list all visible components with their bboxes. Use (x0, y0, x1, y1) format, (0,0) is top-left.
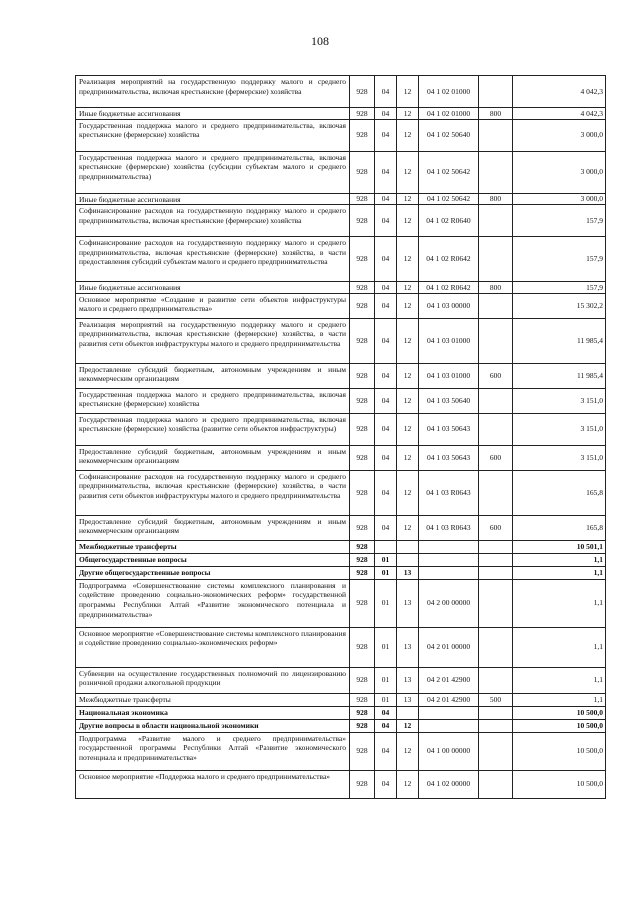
amount: 10 500,0 (513, 719, 606, 732)
subsection-code: 12 (397, 515, 419, 540)
amount: 3 000,0 (513, 151, 606, 193)
table-row (76, 388, 606, 413)
amount: 3 151,0 (513, 388, 606, 413)
amount: 4 042,3 (513, 76, 606, 108)
subsection-code (397, 706, 419, 719)
expense-type-code (479, 540, 513, 553)
item-name: Межбюджетные трансферты (76, 693, 350, 706)
table-row (76, 318, 606, 363)
subsection-code: 12 (397, 293, 419, 318)
table-row (76, 282, 606, 294)
budget-table (75, 75, 606, 799)
subsection-code: 13 (397, 566, 419, 579)
section-code: 04 (375, 237, 397, 282)
subsection-code: 13 (397, 667, 419, 693)
expense-type-code (479, 627, 513, 667)
section-code: 01 (375, 667, 397, 693)
item-name: Основное мероприятие «Совершенствование системы комплексного планирования и содействие проведению социально-экономических реформ» (76, 627, 350, 667)
amount: 157,9 (513, 205, 606, 237)
section-code: 04 (375, 193, 397, 205)
ministry-code: 928 (350, 413, 375, 445)
target-article-code: 04 1 02 00000 (419, 770, 479, 798)
ministry-code: 928 (350, 76, 375, 108)
subsection-code: 13 (397, 579, 419, 627)
subsection-code: 12 (397, 237, 419, 282)
ministry-code: 928 (350, 566, 375, 579)
expense-type-code (479, 579, 513, 627)
expense-type-code: 600 (479, 515, 513, 540)
section-code: 04 (375, 108, 397, 120)
expense-type-code (479, 205, 513, 237)
item-name: Иные бюджетные ассигнования (76, 108, 350, 120)
target-article-code: 04 2 01 42900 (419, 693, 479, 706)
target-article-code: 04 1 03 01000 (419, 363, 479, 388)
item-name: Другие вопросы в области национальной экономики (76, 719, 350, 732)
expense-type-code (479, 706, 513, 719)
section-code: 01 (375, 566, 397, 579)
section-code: 04 (375, 151, 397, 193)
ministry-code: 928 (350, 732, 375, 770)
amount: 157,9 (513, 237, 606, 282)
table-row (76, 706, 606, 719)
table-row (76, 413, 606, 445)
table-row (76, 553, 606, 566)
item-name: Основное мероприятие «Создание и развитие сети объектов инфраструктуры малого и среднего предпринимательства» (76, 293, 350, 318)
amount: 11 985,4 (513, 318, 606, 363)
ministry-code: 928 (350, 363, 375, 388)
table-row (76, 445, 606, 470)
amount: 1,1 (513, 627, 606, 667)
subsection-code: 12 (397, 151, 419, 193)
table-row (76, 732, 606, 770)
section-code: 04 (375, 719, 397, 732)
ministry-code: 928 (350, 770, 375, 798)
expense-type-code (479, 119, 513, 151)
ministry-code: 928 (350, 719, 375, 732)
target-article-code: 04 1 03 50640 (419, 388, 479, 413)
expense-type-code (479, 470, 513, 515)
subsection-code: 12 (397, 193, 419, 205)
ministry-code: 928 (350, 445, 375, 470)
item-name: Подпрограмма «Развитие малого и среднего предпринимательства» государственной программы Республики Алтай «Развитие экономического потенциала и предпринимательства» (76, 732, 350, 770)
table-row (76, 470, 606, 515)
item-name: Государственная поддержка малого и среднего предпринимательства, включая крестьянские (фермерские) хозяйства (развитие сети объектов инфраструктуры) (76, 413, 350, 445)
section-code: 04 (375, 205, 397, 237)
item-name: Софинансирование расходов на государственную поддержку малого и среднего предпринимательства, включая крестьянские (фермерские) хозяйства, в части развития сети объектов инфраструктуры малого и среднего предпринимательства (76, 470, 350, 515)
table-row (76, 108, 606, 120)
ministry-code: 928 (350, 108, 375, 120)
target-article-code: 04 1 03 R0643 (419, 470, 479, 515)
subsection-code: 12 (397, 108, 419, 120)
amount: 3 151,0 (513, 445, 606, 470)
expense-type-code (479, 151, 513, 193)
ministry-code: 928 (350, 151, 375, 193)
expense-type-code (479, 770, 513, 798)
target-article-code (419, 553, 479, 566)
ministry-code: 928 (350, 579, 375, 627)
expense-type-code: 600 (479, 445, 513, 470)
ministry-code: 928 (350, 693, 375, 706)
amount: 165,8 (513, 470, 606, 515)
ministry-code: 928 (350, 627, 375, 667)
item-name: Иные бюджетные ассигнования (76, 193, 350, 205)
table-row (76, 540, 606, 553)
subsection-code: 12 (397, 470, 419, 515)
table-row (76, 667, 606, 693)
amount: 3 000,0 (513, 119, 606, 151)
expense-type-code: 800 (479, 108, 513, 120)
subsection-code: 12 (397, 318, 419, 363)
item-name: Межбюджетные трансферты (76, 540, 350, 553)
table-row (76, 566, 606, 579)
target-article-code: 04 1 03 50643 (419, 413, 479, 445)
ministry-code: 928 (350, 388, 375, 413)
target-article-code (419, 540, 479, 553)
page-number: 108 (311, 34, 329, 48)
expense-type-code: 600 (479, 363, 513, 388)
expense-type-code (479, 667, 513, 693)
amount: 1,1 (513, 693, 606, 706)
ministry-code: 928 (350, 540, 375, 553)
ministry-code: 928 (350, 706, 375, 719)
section-code: 04 (375, 413, 397, 445)
target-article-code: 04 1 02 01000 (419, 108, 479, 120)
item-name: Софинансирование расходов на государственную поддержку малого и среднего предпринимательства, включая крестьянские (фермерские) хозяйства, в части предоставления субсидий субъектам малого и среднего предпринимательства (76, 237, 350, 282)
item-name: Реализация мероприятий на государственную поддержку малого и среднего предпринимательства, включая крестьянские (фермерские) хозяйства, в части развития сети объектов инфраструктуры малого и среднего предпринимательства (76, 318, 350, 363)
target-article-code: 04 1 03 R0643 (419, 515, 479, 540)
target-article-code: 04 1 00 00000 (419, 732, 479, 770)
table-row (76, 515, 606, 540)
item-name: Предоставление субсидий бюджетным, автономным учреждениям и иным некоммерческим организациям (76, 515, 350, 540)
section-code: 04 (375, 706, 397, 719)
item-name: Другие общегосударственные вопросы (76, 566, 350, 579)
target-article-code: 04 1 03 00000 (419, 293, 479, 318)
item-name: Национальная экономика (76, 706, 350, 719)
expense-type-code: 500 (479, 693, 513, 706)
subsection-code: 12 (397, 413, 419, 445)
section-code: 04 (375, 388, 397, 413)
amount: 10 500,0 (513, 706, 606, 719)
expense-type-code (479, 237, 513, 282)
section-code: 04 (375, 732, 397, 770)
amount: 1,1 (513, 579, 606, 627)
item-name: Субвенции на осуществление государственных полномочий по лицензированию розничной продажи алкогольной продукции (76, 667, 350, 693)
amount: 15 302,2 (513, 293, 606, 318)
subsection-code: 13 (397, 627, 419, 667)
target-article-code: 04 1 03 50643 (419, 445, 479, 470)
expense-type-code (479, 293, 513, 318)
target-article-code (419, 719, 479, 732)
subsection-code: 12 (397, 205, 419, 237)
target-article-code: 04 2 00 00000 (419, 579, 479, 627)
target-article-code (419, 566, 479, 579)
ministry-code: 928 (350, 193, 375, 205)
item-name: Государственная поддержка малого и среднего предпринимательства, включая крестьянские (фермерские) хозяйства (76, 388, 350, 413)
expense-type-code (479, 732, 513, 770)
section-code: 04 (375, 282, 397, 294)
subsection-code: 12 (397, 770, 419, 798)
table-row (76, 151, 606, 193)
target-article-code: 04 1 03 01000 (419, 318, 479, 363)
table-row (76, 770, 606, 798)
expense-type-code (479, 413, 513, 445)
amount: 10 500,0 (513, 770, 606, 798)
table-row (76, 363, 606, 388)
expense-type-code: 800 (479, 282, 513, 294)
section-code: 04 (375, 470, 397, 515)
section-code: 01 (375, 627, 397, 667)
table-row (76, 193, 606, 205)
table-body (76, 76, 606, 799)
target-article-code: 04 1 02 01000 (419, 76, 479, 108)
table-row (76, 293, 606, 318)
section-code: 04 (375, 318, 397, 363)
section-code: 04 (375, 363, 397, 388)
ministry-code: 928 (350, 205, 375, 237)
table-row (76, 119, 606, 151)
section-code (375, 540, 397, 553)
expense-type-code (479, 318, 513, 363)
item-name: Предоставление субсидий бюджетным, автономным учреждениям и иным некоммерческим организациям (76, 363, 350, 388)
section-code: 04 (375, 515, 397, 540)
section-code: 04 (375, 445, 397, 470)
ministry-code: 928 (350, 553, 375, 566)
subsection-code: 12 (397, 388, 419, 413)
section-code: 01 (375, 693, 397, 706)
table-row (76, 627, 606, 667)
expense-type-code (479, 76, 513, 108)
section-code: 04 (375, 119, 397, 151)
section-code: 04 (375, 293, 397, 318)
target-article-code: 04 1 02 R0640 (419, 205, 479, 237)
item-name: Подпрограмма «Совершенствование системы комплексного планирования и содействие проведению социально-экономических реформ» государственной программы Республики Алтай «Развитие экономического потенциала и предпринимательства» (76, 579, 350, 627)
table-row (76, 579, 606, 627)
ministry-code: 928 (350, 237, 375, 282)
item-name: Государственная поддержка малого и среднего предпринимательства, включая крестьянские (фермерские) хозяйства (субсидии субъектам малого и среднего предпринимательства) (76, 151, 350, 193)
ministry-code: 928 (350, 515, 375, 540)
section-code: 04 (375, 770, 397, 798)
subsection-code: 12 (397, 445, 419, 470)
amount: 1,1 (513, 553, 606, 566)
item-name: Общегосударственные вопросы (76, 553, 350, 566)
amount: 157,9 (513, 282, 606, 294)
table-row (76, 719, 606, 732)
section-code: 01 (375, 553, 397, 566)
section-code: 01 (375, 579, 397, 627)
item-name: Государственная поддержка малого и среднего предпринимательства, включая крестьянские (фермерские) хозяйства (76, 119, 350, 151)
amount: 3 151,0 (513, 413, 606, 445)
ministry-code: 928 (350, 119, 375, 151)
target-article-code: 04 1 02 50640 (419, 119, 479, 151)
subsection-code (397, 553, 419, 566)
amount: 11 985,4 (513, 363, 606, 388)
ministry-code: 928 (350, 282, 375, 294)
target-article-code: 04 2 01 42900 (419, 667, 479, 693)
item-name: Основное мероприятие «Поддержка малого и среднего предпринимательства» (76, 770, 350, 798)
amount: 165,8 (513, 515, 606, 540)
item-name: Реализация мероприятий на государственную поддержку малого и среднего предпринимательства, включая крестьянские (фермерские) хозяйства (76, 76, 350, 108)
ministry-code: 928 (350, 667, 375, 693)
item-name: Иные бюджетные ассигнования (76, 282, 350, 294)
subsection-code: 12 (397, 732, 419, 770)
ministry-code: 928 (350, 470, 375, 515)
table-row (76, 237, 606, 282)
amount: 3 000,0 (513, 193, 606, 205)
ministry-code: 928 (350, 293, 375, 318)
item-name: Софинансирование расходов на государственную поддержку малого и среднего предпринимательства, включая крестьянские (фермерские) хозяйства (76, 205, 350, 237)
amount: 4 042,3 (513, 108, 606, 120)
item-name: Предоставление субсидий бюджетным, автономным учреждениям и иным некоммерческим организациям (76, 445, 350, 470)
target-article-code: 04 2 01 00000 (419, 627, 479, 667)
subsection-code: 12 (397, 719, 419, 732)
subsection-code: 13 (397, 693, 419, 706)
subsection-code: 12 (397, 363, 419, 388)
target-article-code: 04 1 02 50642 (419, 193, 479, 205)
amount: 10 500,0 (513, 732, 606, 770)
amount: 10 501,1 (513, 540, 606, 553)
section-code: 04 (375, 76, 397, 108)
expense-type-code (479, 388, 513, 413)
target-article-code: 04 1 02 R0642 (419, 237, 479, 282)
amount: 1,1 (513, 667, 606, 693)
table-row (76, 693, 606, 706)
target-article-code (419, 706, 479, 719)
amount: 1,1 (513, 566, 606, 579)
subsection-code: 12 (397, 282, 419, 294)
expense-type-code (479, 719, 513, 732)
target-article-code: 04 1 02 50642 (419, 151, 479, 193)
expense-type-code (479, 553, 513, 566)
subsection-code: 12 (397, 76, 419, 108)
table-row (76, 76, 606, 108)
table-row (76, 205, 606, 237)
subsection-code: 12 (397, 119, 419, 151)
ministry-code: 928 (350, 318, 375, 363)
expense-type-code (479, 566, 513, 579)
subsection-code (397, 540, 419, 553)
target-article-code: 04 1 02 R0642 (419, 282, 479, 294)
expense-type-code: 800 (479, 193, 513, 205)
